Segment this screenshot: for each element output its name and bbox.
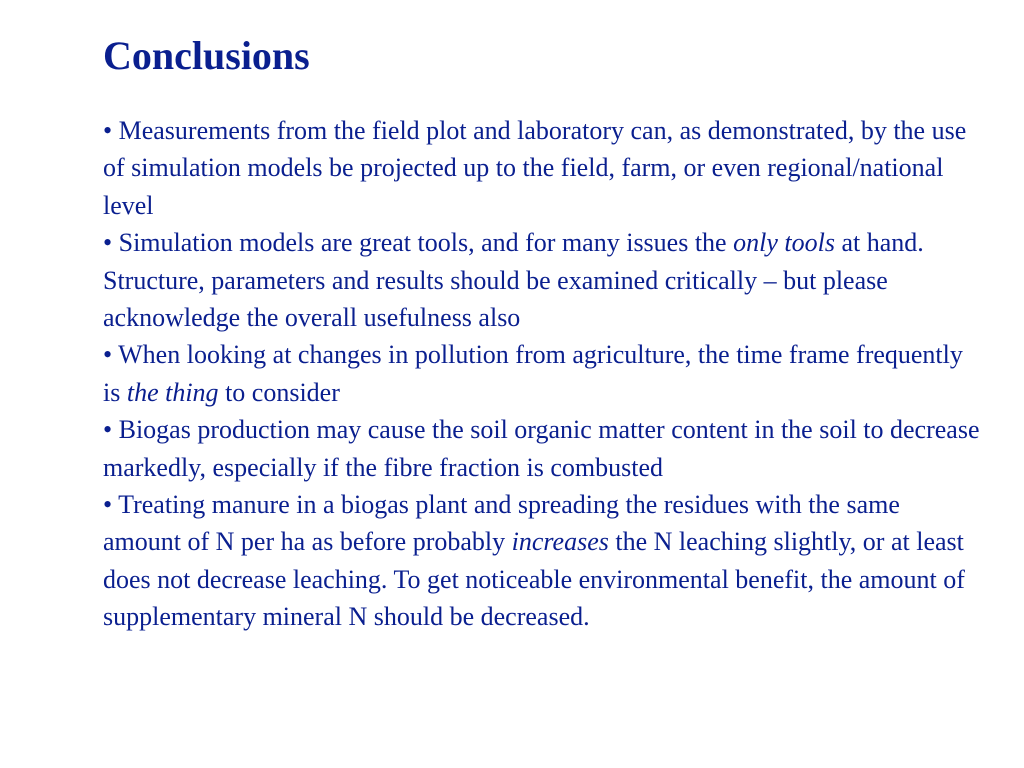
bullet-text: When looking at changes in pollution from agriculture, the time frame frequently is <box>103 340 963 407</box>
slide-title: Conclusions <box>103 33 310 78</box>
bullet-marker: • <box>103 340 113 370</box>
bullet-list <box>103 112 983 636</box>
bullet-text-emphasis: the thing <box>126 377 219 407</box>
bullet-text-emphasis: only tools <box>733 228 835 258</box>
bullet-text: at hand. Structure, parameters and results should be examined critically – but please acknowledge the overall usefulness also <box>103 228 924 333</box>
bullet-item <box>103 411 983 486</box>
bullet-item <box>103 224 983 336</box>
bullet-marker: • <box>103 116 113 145</box>
bullet-text: Measurements from the field plot and laboratory can, as demonstrated, by the use of simulation models be projected up to the field, farm, or even regional/national level <box>103 116 967 220</box>
bullet-text-emphasis: increases <box>511 527 609 557</box>
bullet-text: to consider <box>218 377 340 407</box>
bullet-text: Biogas production may cause the soil organic matter content in the soil to decrease markedly, especially if the fibre fraction is combusted <box>103 415 980 482</box>
bullet-marker: • <box>103 490 113 520</box>
bullet-marker: • <box>103 228 113 258</box>
bullet-text: Simulation models are great tools, and for many issues the <box>118 228 734 258</box>
bullet-item <box>103 112 983 224</box>
bullet-text: the N leaching slightly, or at least does not decrease leaching. To get noticeable environmental benefit, the amount of supplementary mineral N should be decreased. <box>103 527 965 632</box>
bullet-item <box>103 486 983 636</box>
bullet-item <box>103 336 983 411</box>
bullet-marker: • <box>103 415 113 445</box>
bullet-text: Treating manure in a biogas plant and spreading the residues with the same amount of N per ha as before probably <box>103 490 900 557</box>
